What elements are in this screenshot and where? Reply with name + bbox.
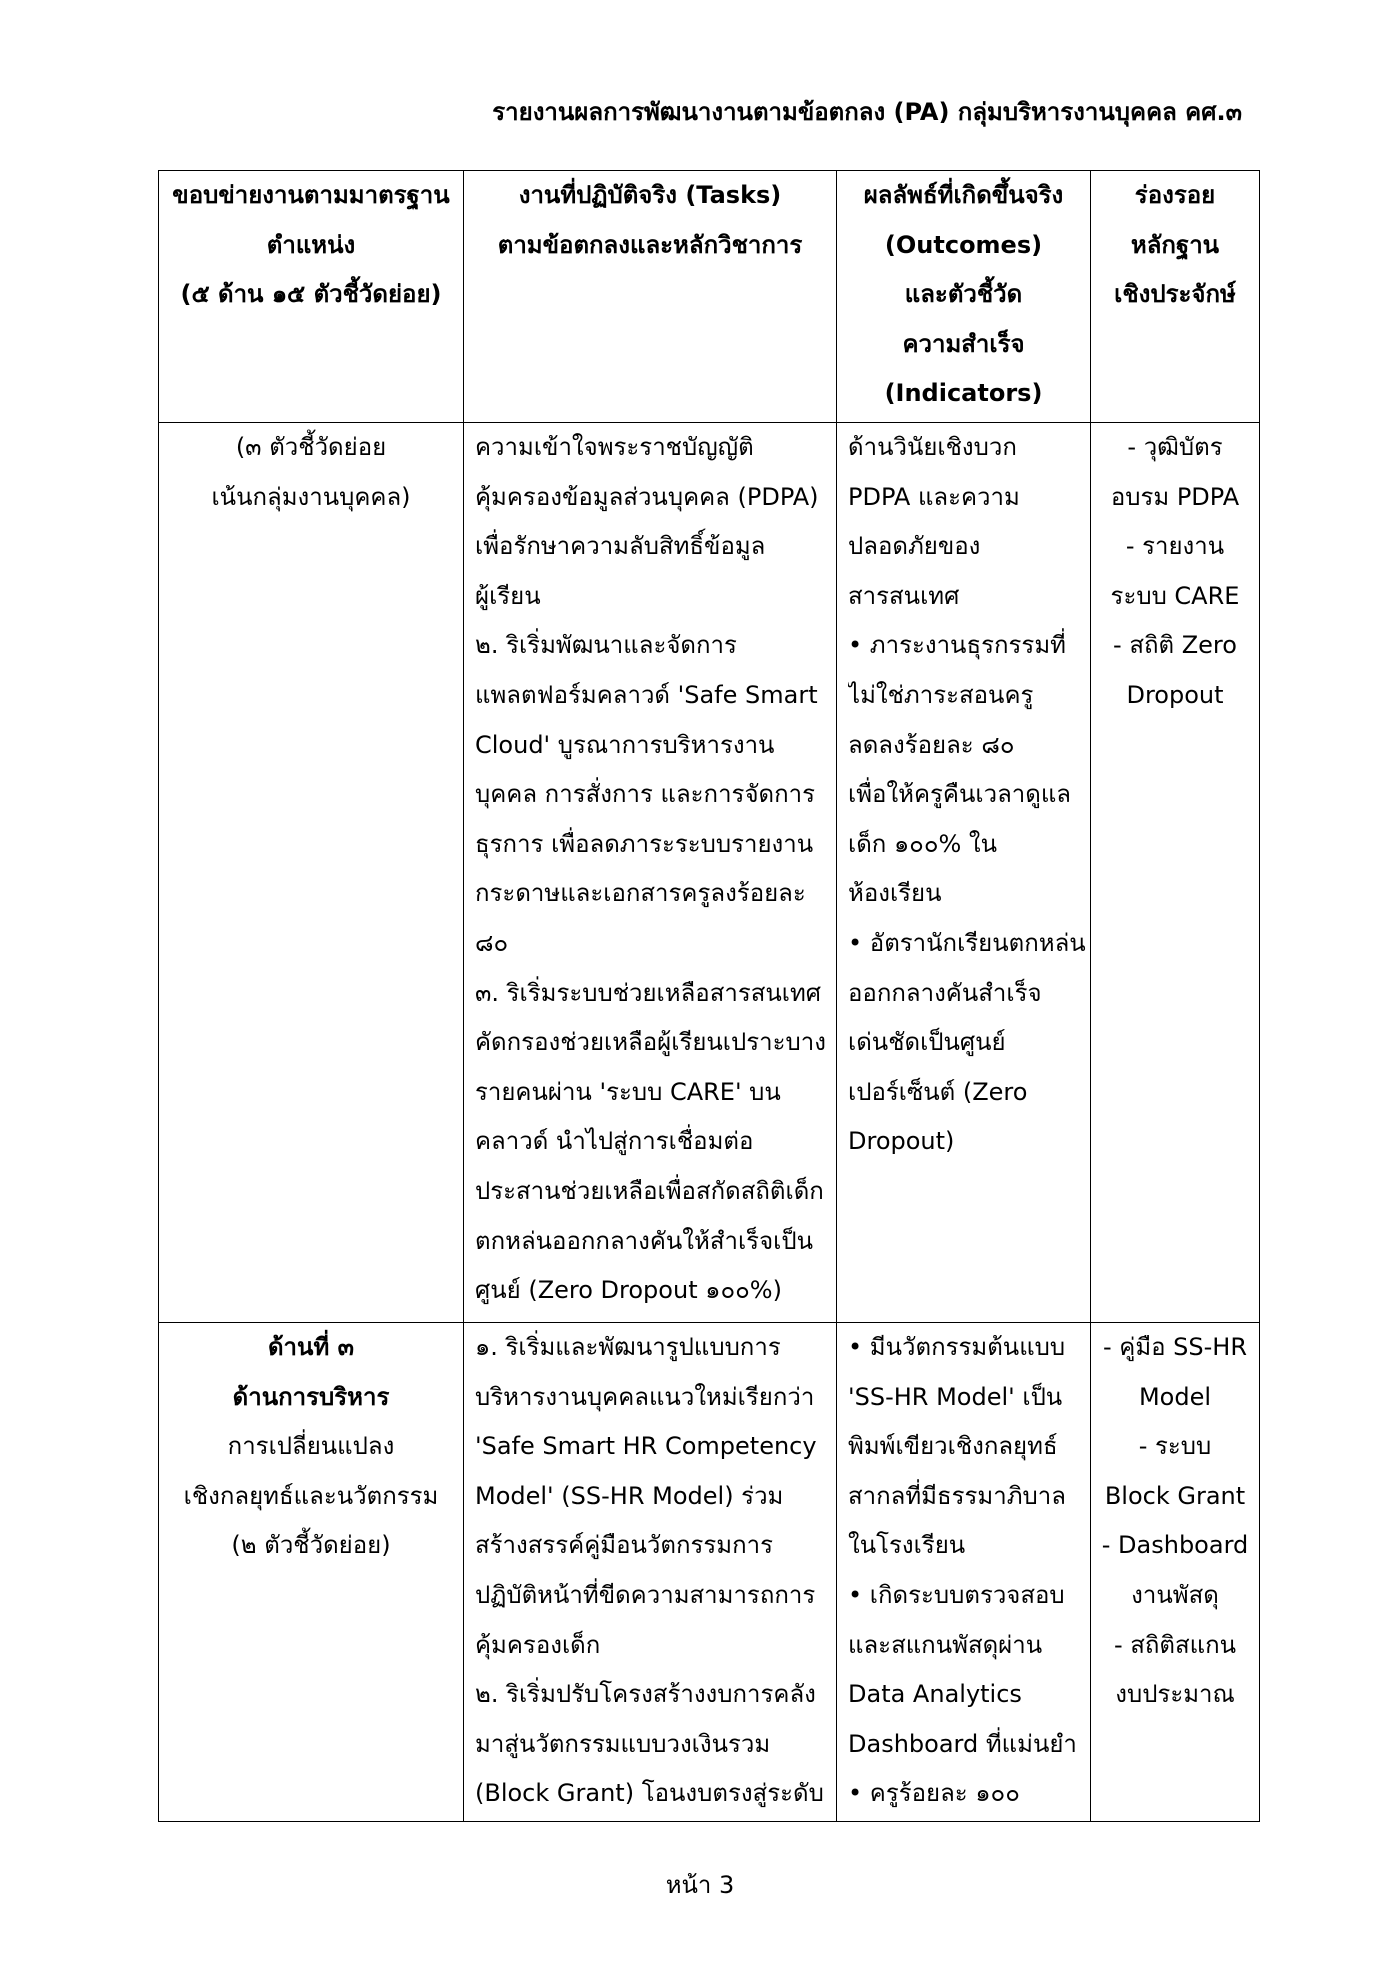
cell-line: อบรม PDPA — [1110, 482, 1240, 511]
cell-line: Dropout — [1126, 680, 1224, 709]
cell-line: Dashboard ที่แม่นยำ — [848, 1729, 1077, 1758]
cell-line: ตกหล่นออกกลางคันให้สำเร็จเป็น — [475, 1226, 813, 1255]
section-heading-line: ด้านการบริหาร — [232, 1382, 390, 1411]
cell-line: สร้างสรรค์คู่มือนวัตกรรมการ — [475, 1531, 774, 1560]
cell-line: ด้านวินัยเชิงบวก — [848, 433, 1017, 461]
cell-line: Model — [1138, 1382, 1212, 1411]
cell-line: 'Safe Smart HR Competency — [475, 1432, 817, 1461]
cell-line: - ระบบ — [1138, 1432, 1212, 1461]
cell-line: เด่นชัดเป็นศูนย์ — [848, 1028, 1006, 1057]
cell-line: สารสนเทศ — [848, 581, 960, 610]
cell-line: ๓. ริเริ่มระบบช่วยเหลือสารสนเทศ — [475, 978, 822, 1007]
header-line: (Indicators) — [884, 379, 1043, 408]
table-row — [159, 1323, 1260, 1822]
row2-scope-cell — [159, 1323, 464, 1822]
cell-line: Data Analytics — [848, 1680, 1022, 1709]
section-heading-line: ด้านที่ ๓ — [267, 1333, 355, 1361]
cell-line: ปลอดภัยของ — [848, 532, 981, 561]
header-cell-evidence — [1091, 171, 1260, 423]
cell-line: PDPA และความ — [848, 482, 1020, 511]
row1-outcomes-cell — [837, 423, 1091, 1323]
row1-tasks-cell — [464, 423, 837, 1323]
cell-line: Dropout) — [848, 1127, 955, 1156]
cell-line: ๑. ริเริ่มและพัฒนารูปแบบการ — [475, 1333, 781, 1361]
cell-line: - สถิติสแกน — [1113, 1630, 1237, 1659]
cell-line: การเปลี่ยนแปลง — [227, 1432, 395, 1461]
header-line: (๕ ด้าน ๑๕ ตัวชี้วัดย่อย) — [180, 280, 442, 309]
header-line: งานที่ปฏิบัติจริง (Tasks) — [518, 181, 782, 209]
cell-line: บุคคล การสั่งการ และการจัดการ — [475, 780, 815, 809]
cell-line: ๒. ริเริ่มปรับโครงสร้างงบการคลัง — [475, 1680, 816, 1709]
cell-line: Cloud' บูรณาการบริหารงาน — [475, 730, 775, 759]
cell-line: กระดาษและเอกสารครูลงร้อยละ — [475, 879, 806, 908]
cell-line: เน้นกลุ่มงานบุคคล) — [211, 482, 411, 511]
cell-line: ธุรการ เพื่อลดภาระระบบรายงาน — [475, 829, 814, 858]
cell-line: ๘๐ — [475, 928, 509, 957]
row1-scope-cell — [159, 423, 464, 1323]
cell-line: Model' (SS-HR Model) ร่วม — [475, 1481, 784, 1510]
cell-line: ไม่ใช่ภาระสอนครู — [848, 680, 1034, 709]
cell-line: • มีนวัตกรรมต้นแบบ — [848, 1333, 1066, 1361]
cell-line: ๒. ริเริ่มพัฒนาและจัดการ — [475, 631, 737, 660]
page-number: หน้า 3 — [665, 1871, 735, 1899]
cell-line: งบประมาณ — [1115, 1680, 1235, 1709]
cell-line: เด็ก ๑๐๐% ใน — [848, 829, 998, 858]
cell-line: ระบบ CARE — [1110, 581, 1240, 610]
cell-line: และสแกนพัสดุผ่าน — [848, 1630, 1043, 1659]
cell-line: คุ้มครองข้อมูลส่วนบุคคล (PDPA) — [475, 482, 819, 511]
cell-line: ลดลงร้อยละ ๘๐ — [848, 730, 1015, 759]
header-line: ตำแหน่ง — [266, 230, 356, 259]
header-cell-tasks — [464, 171, 837, 423]
cell-line: บริหารงานบุคคลแนวใหม่เรียกว่า — [475, 1382, 815, 1411]
cell-line: คลาวด์ นำไปสู่การเชื่อมต่อ — [475, 1127, 754, 1156]
cell-line: - Dashboard — [1101, 1531, 1249, 1560]
header-cell-outcomes — [837, 171, 1091, 423]
cell-line: เพื่อให้ครูคืนเวลาดูแล — [848, 780, 1072, 809]
cell-line: มาสู่นวัตกรรมแบบวงเงินรวม — [475, 1729, 771, 1758]
cell-line: ประสานช่วยเหลือเพื่อสกัดสถิติเด็ก — [475, 1176, 824, 1205]
cell-line: คุ้มครองเด็ก — [475, 1630, 601, 1659]
cell-line: Block Grant — [1104, 1481, 1246, 1510]
document-header: รายงานผลการพัฒนางานตามข้อตกลง (PA) กลุ่มบริหารงานบุคคล คศ.๓ — [492, 98, 1242, 126]
cell-line: รายคนผ่าน 'ระบบ CARE' บน — [475, 1077, 781, 1106]
cell-line: แพลตฟอร์มคลาวด์ 'Safe Smart — [475, 680, 818, 709]
cell-line: • เกิดระบบตรวจสอบ — [848, 1580, 1065, 1609]
row2-tasks-cell — [464, 1323, 837, 1822]
cell-line: เพื่อรักษาความลับสิทธิ์ข้อมูล — [475, 532, 766, 561]
cell-line: งานพัสดุ — [1131, 1580, 1219, 1609]
cell-line: • ภาระงานธุรกรรมที่ — [848, 631, 1066, 660]
row2-evidence-cell — [1091, 1323, 1260, 1822]
table-header-row — [159, 171, 1260, 423]
row2-outcomes-cell — [837, 1323, 1091, 1822]
cell-line: (Block Grant) โอนงบตรงสู่ระดับ — [475, 1779, 824, 1808]
cell-line: 'SS-HR Model' เป็น — [848, 1382, 1063, 1411]
cell-line: ความเข้าใจพระราชบัญญัติ — [475, 433, 754, 461]
header-cell-scope — [159, 171, 464, 423]
cell-line: (๓ ตัวชี้วัดย่อย — [235, 433, 387, 461]
cell-line: คัดกรองช่วยเหลือผู้เรียนเปราะบาง — [475, 1028, 826, 1057]
cell-line: พิมพ์เขียวเชิงกลยุทธ์ — [848, 1432, 1058, 1461]
cell-line: ออกกลางคันสำเร็จ — [848, 978, 1042, 1007]
cell-line: ศูนย์ (Zero Dropout ๑๐๐%) — [475, 1276, 782, 1305]
header-line: เชิงประจักษ์ — [1114, 280, 1236, 309]
header-line: ความสำเร็จ — [902, 329, 1025, 358]
header-line: (Outcomes) — [884, 230, 1043, 259]
header-line: และตัวชี้วัด — [904, 280, 1023, 309]
cell-line: ผู้เรียน — [475, 581, 541, 610]
cell-line: - รายงาน — [1125, 532, 1225, 561]
cell-line: สากลที่มีธรรมาภิบาล — [848, 1481, 1066, 1510]
cell-line: (๒ ตัวชี้วัดย่อย) — [231, 1531, 391, 1560]
cell-line: ห้องเรียน — [848, 879, 942, 908]
header-line: ผลลัพธ์ที่เกิดขึ้นจริง — [863, 181, 1064, 209]
header-line: ตามข้อตกลงและหลักวิชาการ — [497, 230, 803, 259]
cell-line: ในโรงเรียน — [848, 1531, 966, 1560]
pa-table — [158, 170, 1260, 1822]
cell-line: - คู่มือ SS-HR — [1102, 1333, 1248, 1361]
cell-line: เปอร์เซ็นต์ (Zero — [848, 1077, 1028, 1106]
cell-line: - วุฒิบัตร — [1127, 433, 1223, 461]
table-row — [159, 423, 1260, 1323]
row1-evidence-cell — [1091, 423, 1260, 1323]
cell-line: ปฏิบัติหน้าที่ขีดความสามารถการ — [475, 1580, 816, 1609]
cell-line: เชิงกลยุทธ์และนวัตกรรม — [183, 1481, 439, 1510]
header-line: ร่องรอย — [1134, 181, 1216, 209]
cell-line: - สถิติ Zero — [1113, 631, 1237, 660]
cell-line: • อัตรานักเรียนตกหล่น — [848, 928, 1086, 957]
header-line: หลักฐาน — [1130, 230, 1220, 259]
cell-line: • ครูร้อยละ ๑๐๐ — [848, 1779, 1020, 1808]
header-line: ขอบข่ายงานตามมาตรฐาน — [172, 181, 450, 209]
